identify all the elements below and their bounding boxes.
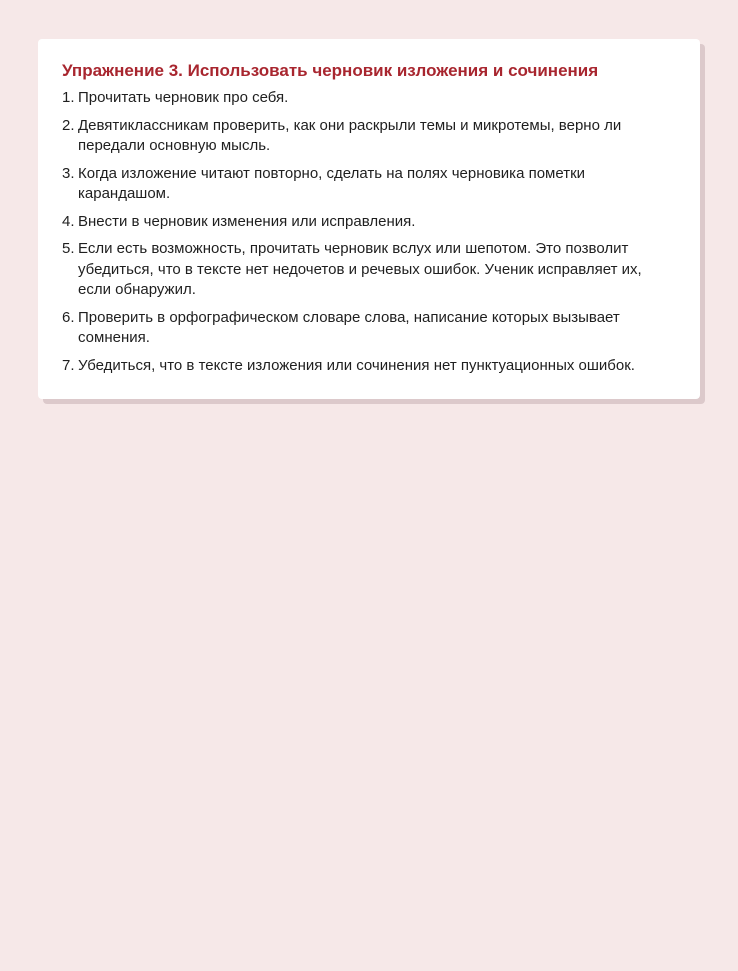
step-number: 3. — [62, 164, 75, 182]
step-number: 7. — [62, 356, 75, 374]
step-text: Прочитать черновик про себя. — [78, 89, 289, 106]
step-number: 6. — [62, 308, 75, 326]
exercise-card — [38, 39, 700, 399]
step-item — [62, 212, 676, 233]
steps-list — [62, 88, 676, 376]
step-text: Убедиться, что в тексте изложения или сочинения нет пунктуационных ошибок. — [78, 356, 635, 374]
step-text: Когда изложение читают повторно, сделать на полях черновика пометки карандашом. — [78, 164, 586, 202]
step-item — [62, 164, 676, 205]
step-item — [62, 88, 676, 109]
step-text: Проверить в орфографическом словаре слова, написание которых вызывает сомнения. — [78, 308, 620, 346]
step-item — [62, 116, 676, 157]
step-number: 1. — [62, 89, 75, 106]
step-number: 4. — [62, 212, 75, 230]
step-item — [62, 239, 676, 301]
step-text: Девятиклассникам проверить, как они раскрыли темы и микротемы, верно ли передали основную мысль. — [78, 116, 622, 154]
step-text: Если есть возможность, прочитать черновик вслух или шепотом. Это позволит убедиться, что в тексте нет недочетов и речевых ошибок. Ученик исправляет их, если обнаружил. — [78, 240, 642, 298]
exercise-title: Упражнение 3. Использовать черновик изложения и сочинения — [62, 61, 599, 80]
step-item — [62, 308, 676, 349]
step-number: 5. — [62, 240, 75, 257]
step-number: 2. — [62, 116, 75, 134]
step-text: Внести в черновик изменения или исправления. — [78, 212, 416, 230]
step-item — [62, 356, 676, 377]
